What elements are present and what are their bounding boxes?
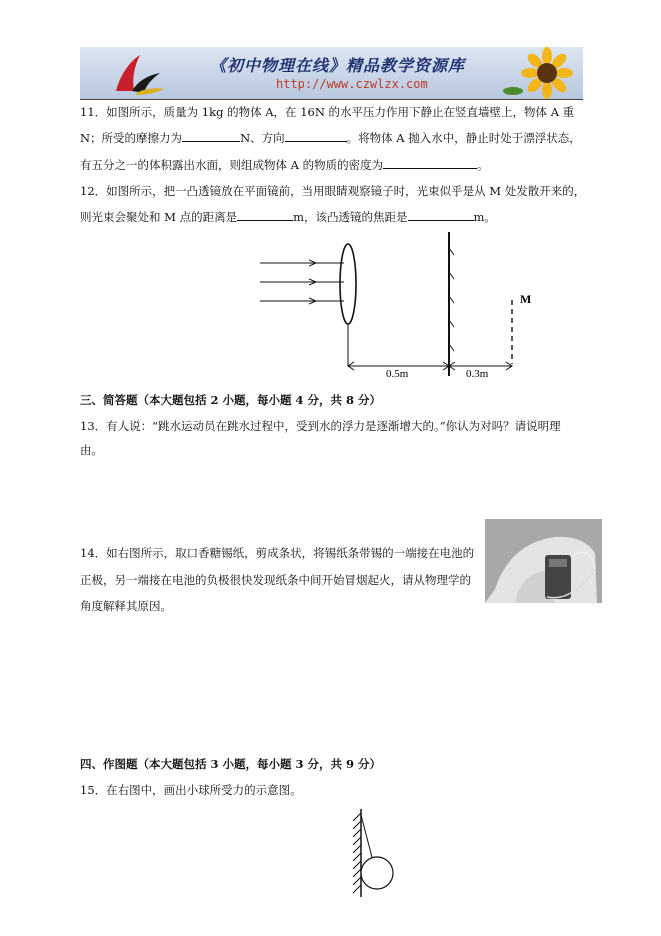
string-line xyxy=(361,815,373,861)
section3-heading: 三、简答题（本大题包括 2 小题，每小题 4 分，共 8 分） xyxy=(80,393,382,407)
q11-line1: 11．如图所示，质量为 1kg 的物体 A，在 16N 的水平压力作用下静止在竖直墙壁上，物体 A 重 xyxy=(80,105,575,119)
section4-heading: 四、作图题（本大题包括 3 小题，每小题 3 分，共 9 分） xyxy=(80,757,382,771)
banner-url: http://www.czwlzx.com xyxy=(276,77,428,91)
q15-line1: 15．在右图中，画出小球所受力的示意图。 xyxy=(80,783,302,797)
q11-line3b: 。 xyxy=(477,158,489,172)
banner-title: 《初中物理在线》精品教学资源库 xyxy=(210,56,466,75)
q12-line2a: 则光束会聚处和 M 点的距离是 xyxy=(80,210,238,224)
q14-line2: 正极，另一端接在电池的负极很快发现纸条中间开始冒烟起火，请从物理学的 xyxy=(80,573,471,587)
q11-line2b: N、方向 xyxy=(240,131,285,145)
ball-on-wall-figure xyxy=(340,805,420,905)
q14-line1: 14．如右图所示，取口香糖锡纸，剪成条状，将锡纸条带锡的一端接在电池的 xyxy=(80,546,475,560)
q11-line3a: 有五分之一的体积露出水面，则组成物体 A 的物质的密度为 xyxy=(80,158,384,172)
q11-line2a: N；所受的摩擦力为 xyxy=(80,131,183,145)
q12-line1: 12．如图所示，把一凸透镜放在平面镜前，当用眼睛观察镜子时，光束似乎是从 M 处发散开来的， xyxy=(80,184,586,198)
q14-line3: 角度解释其原因。 xyxy=(80,599,172,613)
q11-line2c: 。将物体 A 抛入水中，静止时处于漂浮状态， xyxy=(346,131,581,145)
light-rays xyxy=(260,263,344,301)
q13-line2: 由。 xyxy=(80,443,103,457)
q12-line2b: m，该凸透镜的焦距是 xyxy=(293,210,408,224)
q13-line1: 13．有人说：“跳水运动员在跳水过程中，受到水的浮力是逐渐增大的。”你认为对吗？请说明理 xyxy=(80,419,561,433)
q12-line2c: m。 xyxy=(473,210,496,224)
distance-2: 0.3m xyxy=(466,368,489,380)
label-m: M xyxy=(520,292,532,306)
ball xyxy=(361,857,393,889)
distance-1: 0.5m xyxy=(386,368,409,380)
battery-foil-photo xyxy=(485,519,602,603)
convex-lens xyxy=(340,244,356,324)
plane-mirror xyxy=(449,232,454,376)
lens-mirror-figure xyxy=(0,0,661,400)
